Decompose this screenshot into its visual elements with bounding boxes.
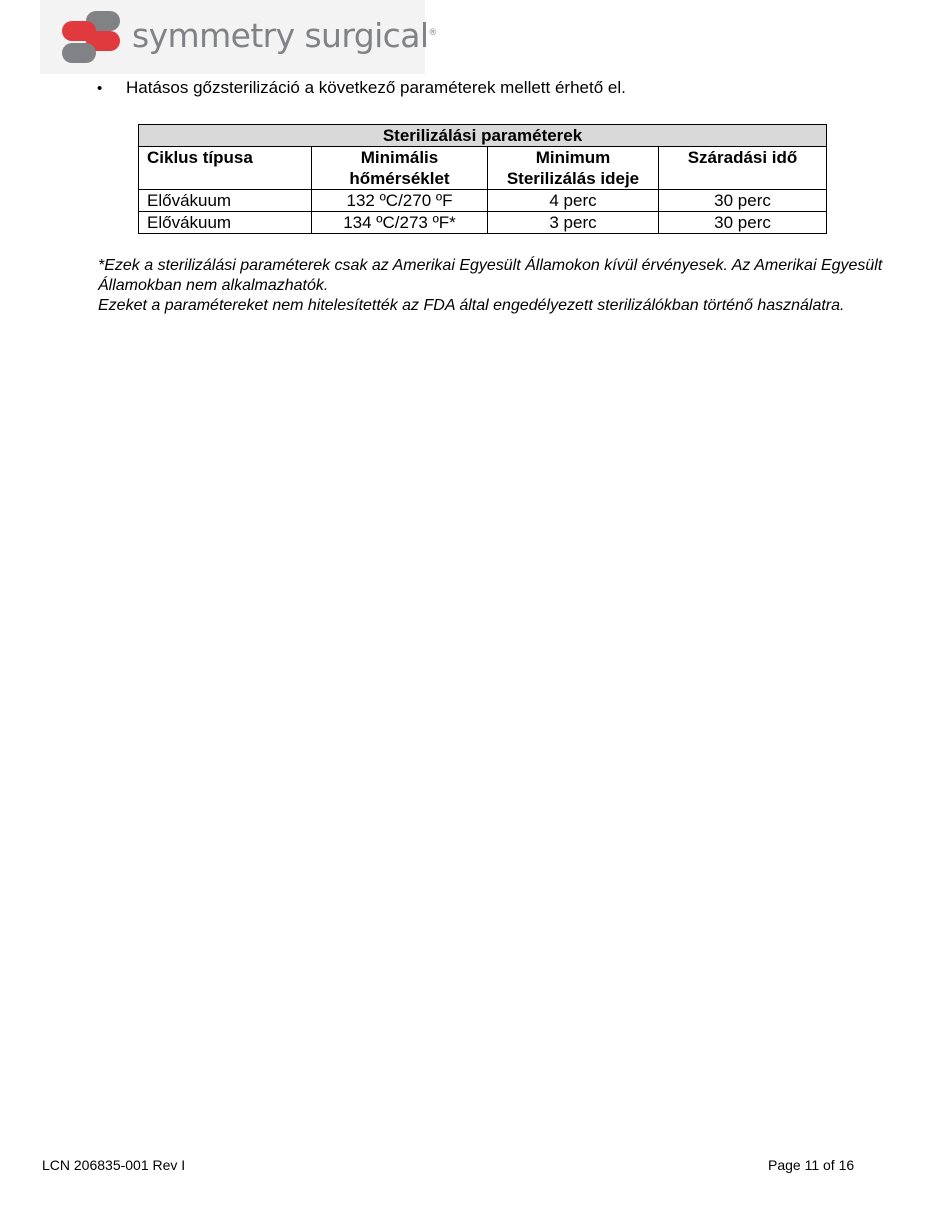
sterilization-parameters-table (138, 124, 827, 234)
cell-cycle-type: Elővákuum (139, 212, 312, 234)
table-header-row (139, 147, 827, 190)
table-title-row (139, 125, 827, 147)
page-number: Page 11 of 16 (768, 1157, 855, 1173)
column-header-min-temp: Minimális hőmérséklet (312, 147, 488, 190)
symmetry-logo-icon (56, 11, 126, 67)
bullet-icon: • (97, 80, 103, 97)
column-header-min-sterilization-time: Minimum Sterilizálás ideje (488, 147, 659, 190)
footnote-line-2: Ezeket a paramétereket nem hitelesítették az FDA által engedélyezett sterilizálókban történő használatra. (98, 297, 845, 314)
cell-min-temp: 134 ºC/273 ºF* (312, 212, 488, 234)
intro-bullet (97, 78, 626, 98)
footnote (98, 256, 918, 316)
table-row (139, 190, 827, 212)
cell-cycle-type: Elővákuum (139, 190, 312, 212)
document-number: LCN 206835-001 Rev I (42, 1157, 186, 1173)
cell-min-temp: 132 ºC/270 ºF (312, 190, 488, 212)
company-logo (40, 0, 437, 74)
cell-min-sterilization-time: 4 perc (488, 190, 659, 212)
cell-drying-time: 30 perc (659, 212, 827, 234)
footnote-line-1: *Ezek a sterilizálási paraméterek csak az Amerikai Egyesült Államokon kívül érvényesek. Az Amerikai Egyesült Államokban nem alkalmazhatók. (98, 257, 883, 294)
column-header-cycle-type: Ciklus típusa (139, 147, 312, 190)
cell-drying-time: 30 perc (659, 190, 827, 212)
table-row (139, 212, 827, 234)
logo-wordmark: symmetry surgical® (132, 16, 437, 55)
table-title: Sterilizálási paraméterek (139, 125, 827, 147)
cell-min-sterilization-time: 3 perc (488, 212, 659, 234)
intro-text: Hatásos gőzsterilizáció a következő paraméterek mellett érhető el. (126, 78, 626, 97)
column-header-drying-time: Száradási idő (659, 147, 827, 190)
